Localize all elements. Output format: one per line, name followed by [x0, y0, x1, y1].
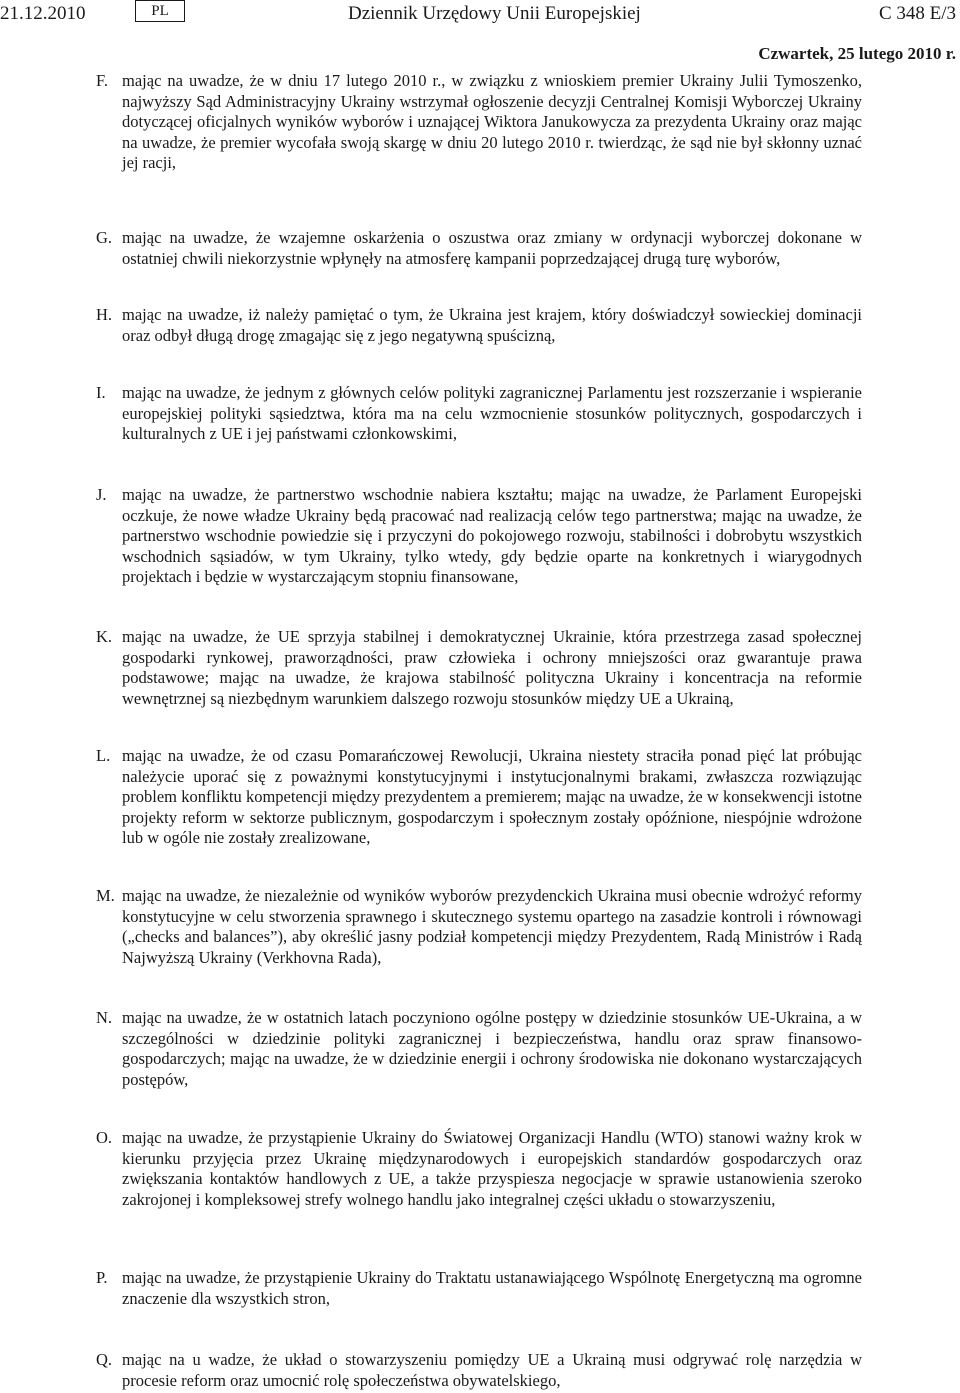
- journal-title: Dziennik Urzędowy Unii Europejskiej: [348, 3, 641, 24]
- recital-text: mając na uwadze, że niezależnie od wyników wyborów prezydenckich Ukraina musi obecnie wdrożyć reformy konstytucyjne w celu stworzenia sprawnego i skutecznego systemu opartego na zasadzie kontroli i równowagi („checks and balances”), aby określić jasny podział kompetencji między Prezydentem, Radą Ministrów i Radą Najwyższą Ukrainy (Verkhovna Rada),: [122, 886, 862, 967]
- recital-l: [96, 746, 862, 849]
- page-header: [0, 0, 960, 30]
- recital-o: [96, 1128, 862, 1210]
- recital-letter: L.: [96, 746, 111, 765]
- recital-text: mając na uwadze, iż należy pamiętać o tym, że Ukraina jest krajem, który doświadczył sowieckiej dominacji oraz odbył długą drogę zmagając się z jego negatywną spuścizną,: [122, 305, 862, 345]
- recital-text: mając na uwadze, że jednym z głównych celów polityki zagranicznej Parlamentu jest rozszerzanie i wspieranie europejskiej polityki sąsiedztwa, która ma na celu wzmocnienie stosunków politycznych, gospodarczych i kulturalnych z UE i jej państwami członkowskimi,: [122, 383, 862, 444]
- recital-h: [96, 305, 862, 346]
- recital-letter: G.: [96, 228, 113, 247]
- language-badge: PL: [135, 0, 185, 22]
- recital-text: mając na uwadze, że partnerstwo wschodnie nabiera kształtu; mając na uwadze, że Parlament Europejski oczkuje, że nowe władze Ukrainy będą pracować nad realizacją celów tego partnerstwa; mając na uwadze, że partnerstwo wschodnie powiedzie się i przyczyni do pokojowego rozwoju, stabilności i dobrobytu wszystkich wschodnich sąsiadów, w tym Ukrainy, tylko wtedy, gdy będzie oparte na konkretnych i wiarygodnych projektach i będzie w wystarczającym stopniu finansowane,: [122, 485, 862, 587]
- recital-n: [96, 1008, 862, 1090]
- publication-date: 21.12.2010: [0, 3, 86, 24]
- recital-letter: K.: [96, 627, 113, 646]
- recital-text: mając na uwadze, że przystąpienie Ukrainy do Traktatu ustanawiającego Wspólnotę Energetyczną ma ogromne znaczenie dla wszystkich stron,: [122, 1268, 862, 1308]
- sitting-date: Czwartek, 25 lutego 2010 r.: [758, 44, 956, 63]
- recital-letter: O.: [96, 1128, 113, 1147]
- recital-i: [96, 383, 862, 445]
- recital-k: [96, 627, 862, 709]
- recital-text: mając na uwadze, że w dniu 17 lutego 2010 r., w związku z wnioskiem premier Ukrainy Julii Tymoszenko, najwyższy Sąd Administracyjny Ukrainy wstrzymał ogłoszenie decyzji Centralnej Komisji Wyborczej Ukrainy dotyczącej oficjalnych wyników wyborów i uznającej Wiktora Janukowycza za prezydenta Ukrainy oraz mając na uwadze, że premier wycofała swoją skargę w dniu 20 lutego 2010 r. twierdząc, że sąd nie był skłonny uznać jej racji,: [122, 71, 862, 173]
- recital-text: mając na uwadze, że UE sprzyja stabilnej i demokratycznej Ukrainie, która przestrzega zasad społecznej gospodarki rynkowej, praworządności, praw człowieka i ochrony mniejszości oraz gwarantuje prawa podstawowe; mając na uwadze, że krajowa stabilność polityczna Ukrainy i koncentracja na reformie wewnętrznej są niezbędnym warunkiem dalszego rozwoju stosunków między UE a Ukrainą,: [122, 627, 862, 708]
- recital-letter: M.: [96, 886, 115, 905]
- recital-text: mając na uwadze, że w ostatnich latach poczyniono ogólne postępy w dziedzinie stosunków UE-Ukraina, a w szczególności w dziedzinie polityki zagranicznej i bezpieczeństwa, handlu oraz spraw finansowo-gospodarczych; mając na uwadze, że w dziedzinie energii i ochrony środowiska nie dokonano wystarczających postępów,: [122, 1008, 862, 1089]
- recital-g: [96, 228, 862, 269]
- recital-text: mając na u wadze, że układ o stowarzyszeniu pomiędzy UE a Ukrainą musi odgrywać rolę narzędzia w procesie reform oraz umocnić rolę społeczeństwa obywatelskiego,: [122, 1350, 862, 1390]
- recital-m: [96, 886, 862, 968]
- recital-q: [96, 1350, 862, 1391]
- recital-text: mając na uwadze, że wzajemne oskarżenia o oszustwa oraz zmiany w ordynacji wyborczej dokonane w ostatniej chwili niekorzystnie wpłynęły na atmosferę kampanii poprzedzającej drugą turę wyborów,: [122, 228, 862, 268]
- recital-letter: H.: [96, 305, 113, 324]
- recital-letter: I.: [96, 383, 106, 402]
- recital-p: [96, 1268, 862, 1309]
- recital-j: [96, 485, 862, 588]
- recital-text: mając na uwadze, że od czasu Pomarańczowej Rewolucji, Ukraina niestety straciła ponad pięć lat próbując należycie uporać się z poważnymi konstytucyjnymi i instytucjonalnymi brakami, zwłaszcza rozwiązując problem konfliktu kompetencji między prezydentem a premierem; mając na uwadze, że w konsekwencji istotne projekty reform w sektorze publicznym, gospodarczym i społecznym zostały opóźnione, niespójnie wdrożone lub w ogóle nie zostały zrealizowane,: [122, 746, 862, 848]
- page-reference: C 348 E/3: [878, 3, 956, 24]
- recital-letter: N.: [96, 1008, 113, 1027]
- recital-letter: P.: [96, 1268, 108, 1287]
- recital-letter: Q.: [96, 1350, 113, 1369]
- recital-letter: F.: [96, 71, 108, 90]
- recital-f: [96, 71, 862, 174]
- recital-text: mając na uwadze, że przystąpienie Ukrainy do Światowej Organizacji Handlu (WTO) stanowi ważny krok w kierunku przyjęcia przez Ukrainę międzynarodowych i europejskich standardów gospodarczych oraz zwiększania kontaktów handlowych z UE, a także przyspiesza negocjacje w sprawie ustanowienia szeroko zakrojonej i kompleksowej strefy wolnego handlu jako integralnej części układu o stowarzyszeniu,: [122, 1128, 862, 1209]
- recital-letter: J.: [96, 485, 107, 504]
